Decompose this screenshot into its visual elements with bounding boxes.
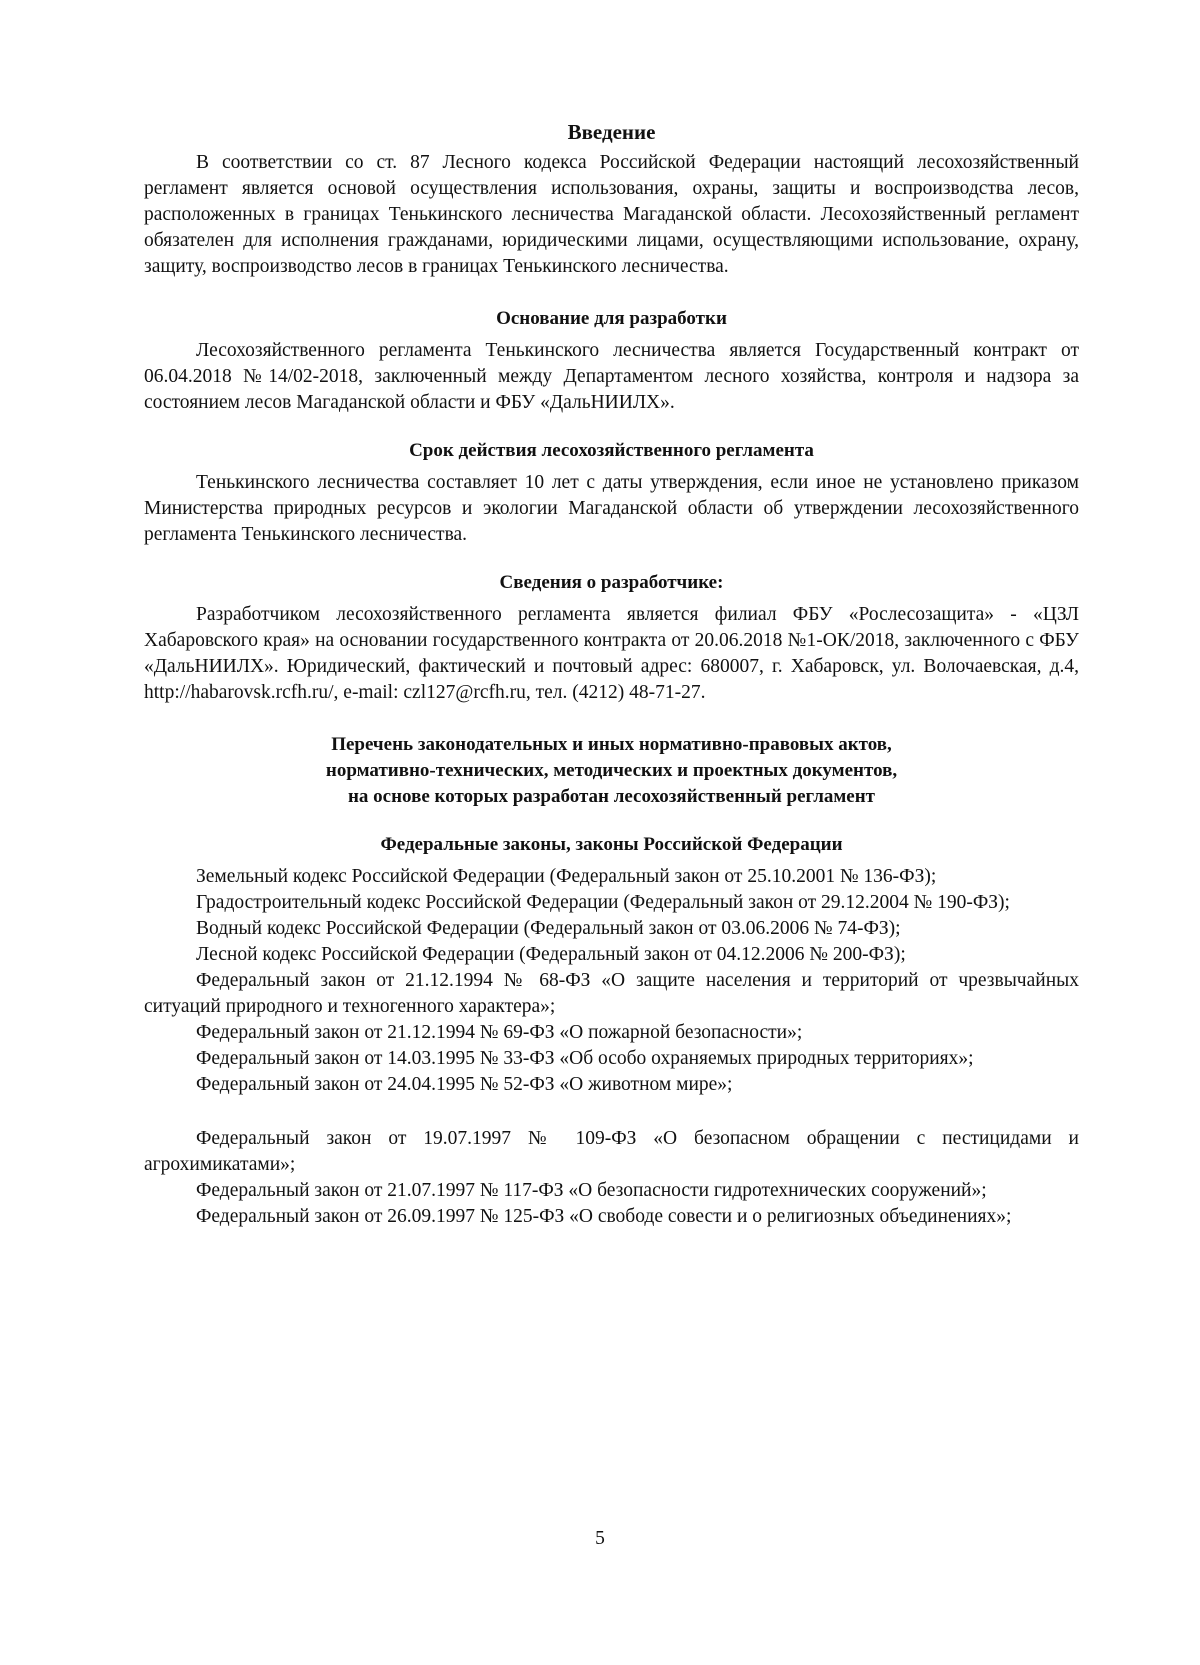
validity-paragraph: Тенькинского лесничества составляет 10 лет с даты утверждения, если иное не установлено приказом Министерства природных ресурсов и экологии Магаданской области об утверждении лесохозяйственного регламента Тенькинского лесничества. <box>144 472 1079 545</box>
law-item: Водный кодекс Российской Федерации (Федеральный закон от 03.06.2006 № 74-ФЗ); <box>196 918 901 939</box>
law-item: Федеральный закон от 21.12.1994 № 69-ФЗ «О пожарной безопасности»; <box>196 1022 803 1043</box>
law-item: Градостроительный кодекс Российской Федерации (Федеральный закон от 29.12.2004 № 190-ФЗ); <box>196 892 1010 913</box>
developer-heading: Сведения о разработчике: <box>499 572 724 593</box>
law-item: Земельный кодекс Российской Федерации (Федеральный закон от 25.10.2001 № 136-ФЗ); <box>196 866 937 887</box>
page-number: 5 <box>595 1528 605 1549</box>
law-item: Федеральный закон от 19.07.1997 № 109-ФЗ «О безопасном обращении с пестицидами и агрохимикатами»; <box>144 1128 1079 1175</box>
law-item: Федеральный закон от 26.09.1997 № 125-ФЗ «О свободе совести и о религиозных объединениях»; <box>196 1206 1012 1227</box>
page-content <box>144 118 1079 1230</box>
introduction-heading: Введение <box>567 120 656 144</box>
law-item: Федеральный закон от 14.03.1995 № 33-ФЗ «Об особо охраняемых природных территориях»; <box>196 1048 974 1069</box>
acts-heading-line-3: на основе которых разработан лесохозяйственный регламент <box>347 786 876 807</box>
developer-paragraph: Разработчиком лесохозяйственного регламента является филиал ФБУ «Рослесозащита» - «ЦЗЛ Хабаровского края» на основании государственного контракта от 20.06.2018 №1-ОК/2018, заключенного с ФБУ «ДальНИИЛХ». Юридический, фактический и почтовый адрес: 680007, г. Хабаровск, ул. Волочаевская, д.4, http://habarovsk.rcfh.ru/, e-mail: czl127@rcfh.ru, тел. (4212) 48-71-27. <box>144 604 1079 703</box>
law-item: Лесной кодекс Российской Федерации (Федеральный закон от 04.12.2006 № 200-ФЗ); <box>196 944 906 965</box>
introduction-paragraph: В соответствии со ст. 87 Лесного кодекса Российской Федерации настоящий лесохозяйственный регламент является основой осуществления использования, охраны, защиты и воспроизводства лесов, расположенных в границах Тенькинского лесничества Магаданской области. Лесохозяйственный регламент обязателен для исполнения гражданами, юридическими лицами, осуществляющими использование, охрану, защиту, воспроизводство лесов в границах Тенькинского лесничества. <box>144 152 1079 277</box>
acts-heading-line-1: Перечень законодательных и иных нормативно-правовых актов, <box>331 734 892 755</box>
acts-heading-line-2: нормативно-технических, методических и проектных документов, <box>325 760 898 781</box>
federal-laws-heading: Федеральные законы, законы Российской Федерации <box>380 834 843 855</box>
validity-heading: Срок действия лесохозяйственного регламента <box>409 440 814 461</box>
basis-heading: Основание для разработки <box>496 308 727 329</box>
law-item: Федеральный закон от 21.12.1994 № 68-ФЗ «О защите населения и территорий от чрезвычайных ситуаций природного и техногенного характера»; <box>144 970 1079 1017</box>
law-item: Федеральный закон от 21.07.1997 № 117-ФЗ «О безопасности гидротехнических сооружений»; <box>196 1180 987 1201</box>
law-item: Федеральный закон от 24.04.1995 № 52-ФЗ «О животном мире»; <box>196 1074 733 1095</box>
basis-paragraph: Лесохозяйственного регламента Тенькинского лесничества является Государственный контракт от 06.04.2018 №14/02-2018, заключенный между Департаментом лесного хозяйства, контроля и надзора за состоянием лесов Магаданской области и ФБУ «ДальНИИЛХ». <box>144 340 1079 413</box>
